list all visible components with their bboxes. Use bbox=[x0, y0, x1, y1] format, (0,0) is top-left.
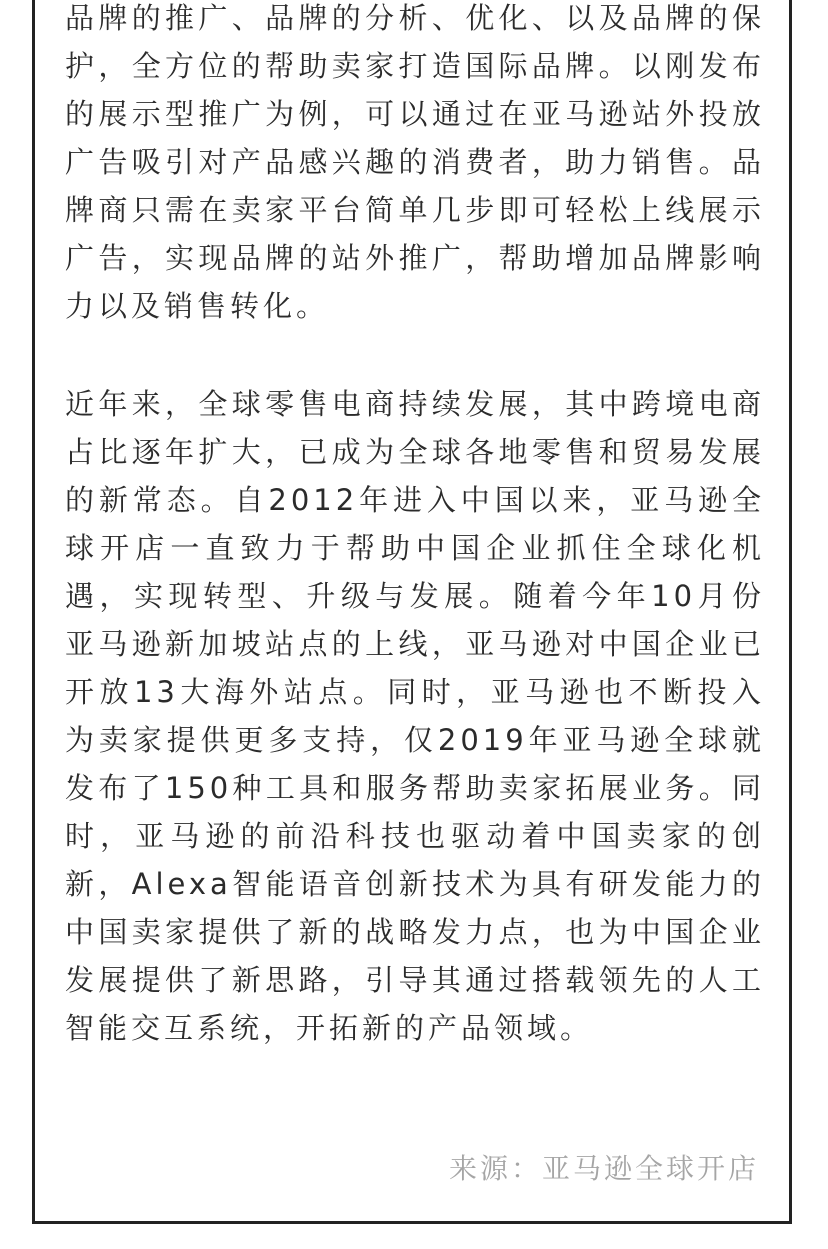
article-frame bbox=[32, 0, 792, 1224]
article-paragraph-2: 近年来，全球零售电商持续发展，其中跨境电商占比逐年扩大，已成为全球各地零售和贸易发展的新常态。自2012年进入中国以来，亚马逊全球开店一直致力于帮助中国企业抓住全球化机遇，实现转型、升级与发展。随着今年10月份亚马逊新加坡站点的上线，亚马逊对中国企业已开放13大海外站点。同时，亚马逊也不断投入为卖家提供更多支持，仅2019年亚马逊全球就发布了150种工具和服务帮助卖家拓展业务。同时，亚马逊的前沿科技也驱动着中国卖家的创新，Alexa智能语音创新技术为具有研发能力的中国卖家提供了新的战略发力点，也为中国企业发展提供了新思路，引导其通过搭载领先的人工智能交互系统，开拓新的产品领域。 bbox=[65, 387, 765, 1045]
source-credit: 来源：亚马逊全球开店 bbox=[448, 1152, 759, 1185]
article-paragraph-1: 品牌的推广、品牌的分析、优化、以及品牌的保护，全方位的帮助卖家打造国际品牌。以刚发布的展示型推广为例，可以通过在亚马逊站外投放广告吸引对产品感兴趣的消费者，助力销售。品牌商只需在卖家平台简单几步即可轻松上线展示广告，实现品牌的站外推广，帮助增加品牌影响力以及销售转化。 bbox=[65, 1, 765, 323]
